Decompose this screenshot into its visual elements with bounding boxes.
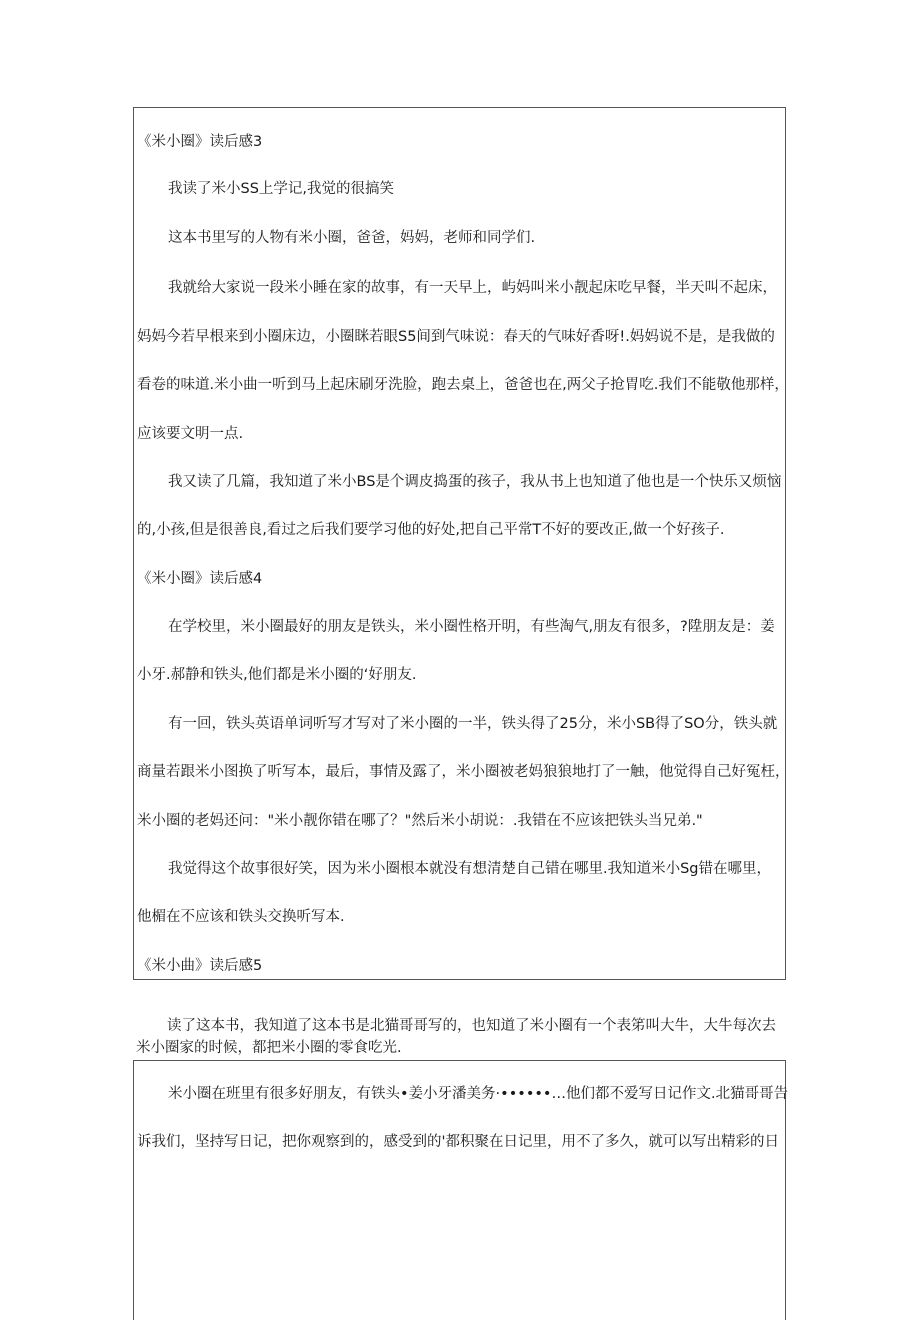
paragraph-line: 诉我们，坚持写日记，把你观察到的，感受到的'都积聚在日记里，用不了多久，就可以写出精彩的日 xyxy=(137,1134,779,1150)
paragraph-line: 米小圈的老妈还问："米小靓你错在哪了？"然后米小胡说：.我错在不应该把铁头当兄弟." xyxy=(137,813,703,829)
document-page-box-1 xyxy=(133,107,790,980)
paragraph-line: 的,小孩,但是很善良,看过之后我们要学习他的好处,把自己平常T不好的要改正,做一个好孩子. xyxy=(137,522,725,538)
paragraph-line: 妈妈今若早根来到小圈床边，小圈眯若眼S5间到气味说：春天的气味好香呀!.妈妈说不是，是我做的 xyxy=(137,329,775,345)
paragraph-line: 这本书里写的人物有米小圈，爸爸，妈妈，老师和同学们. xyxy=(168,230,536,246)
paragraph-line: 读了这本书，我知道了这本书是北猫哥哥写的，也知道了米小圈有一个表笫叫大牛，大牛每次去 xyxy=(167,1018,776,1034)
paragraph-line: 米小圈在班里有很多好朋友，有铁头•姜小牙潘美务·••••••…他们都不爱写日记作文.北猫哥哥告 xyxy=(168,1086,789,1102)
section-title-5: 《米小曲》读后感5 xyxy=(137,958,263,974)
paragraph-line: 看卷的味道.米小曲一听到马上起床刷牙洗脸，跑去桌上，爸爸也在,两父子抢胃吃.我们不能敬他那样， xyxy=(137,377,789,393)
document-page-box-2 xyxy=(133,1060,789,1320)
paragraph-line: 我又读了几篇，我知道了米小BS是个调皮捣蛋的孩子，我从书上也知道了他也是一个快乐又烦恼 xyxy=(168,474,782,490)
paragraph-line: 我读了米小SS上学记,我觉的很搞笑 xyxy=(168,181,395,197)
paragraph-line: 我觉得这个故事很好笑，因为米小圈根本就没有想清楚自己错在哪里.我知道米小Sg错在哪里， xyxy=(168,861,772,877)
paragraph-line: 应该要文明一点. xyxy=(137,426,244,442)
paragraph-line: 小牙.郝静和铁头,他们都是米小圈的‘好朋友. xyxy=(137,667,417,683)
paragraph-line: 商量若跟米小图换了听写本，最后，事情及露了，米小圈被老妈狼狼地打了一触，他觉得自己好冤枉， xyxy=(137,764,790,780)
paragraph-line: 我就给大家说一段米小睡在家的故事，有一天早上，屿妈叫米小靓起床吃早餐，半天叫不起床， xyxy=(168,280,777,296)
paragraph-line: 在学校里，米小圈最好的朋友是铁头，米小圈性格开明，有些淘气,朋友有很多，?陞朋友是：姜 xyxy=(168,619,775,635)
section-title-3: 《米小圈》读后感3 xyxy=(137,134,263,150)
paragraph-line: 他楣在不应该和铁头交换听写本. xyxy=(137,909,345,925)
paragraph-line: 米小圈家的时候，都把米小圈的零食吃光. xyxy=(136,1040,402,1056)
section-title-4: 《米小圈》读后感4 xyxy=(137,571,263,587)
paragraph-line: 有一回，铁头英语单词听写才写对了米小圈的一半，铁头得了25分，米小SB得了SO分，铁头就 xyxy=(168,716,778,732)
